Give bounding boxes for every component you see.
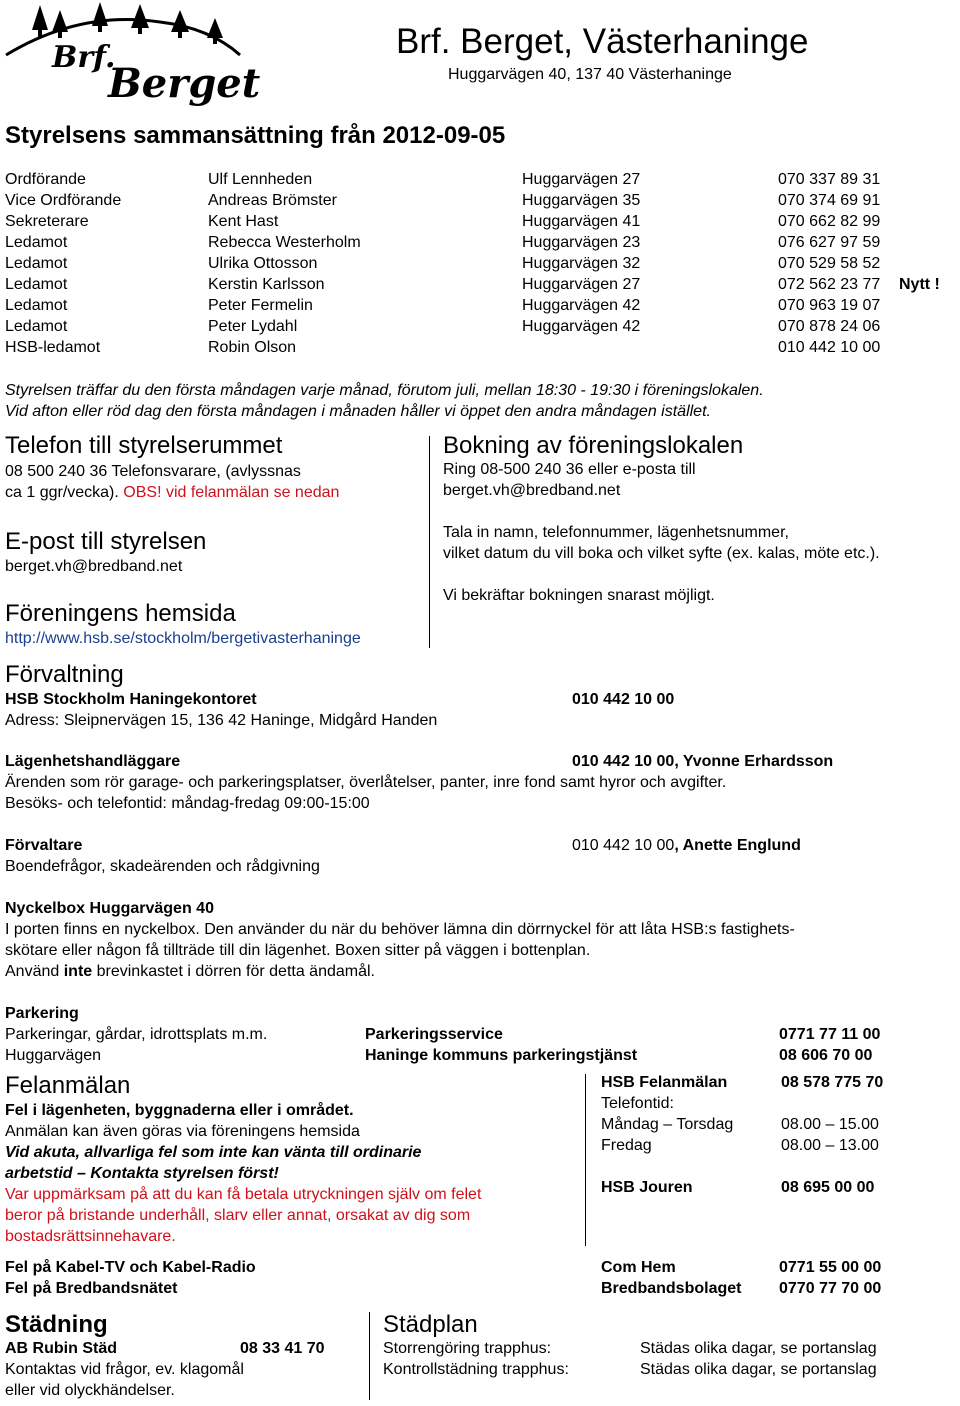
website-heading: Föreningens hemsida [5,600,236,627]
board-member-phone: 070 878 24 06 [778,318,881,335]
association-address: Huggarvägen 40, 137 40 Västerhaninge [448,66,732,83]
parking-row-label: Parkeringar, gårdar, idrottsplats m.m. [5,1026,268,1043]
hsb-office-name: HSB Stockholm Haningekontoret [5,691,257,708]
cable-tv-provider: Com Hem [601,1259,676,1276]
cleaning-plan-value: Städas olika dagar, se portanslag [640,1340,877,1357]
board-member-phone: 070 337 89 31 [778,171,881,188]
board-row [0,339,960,360]
board-member-phone: 070 662 82 99 [778,213,881,230]
fault-report-heading: Felanmälan [5,1072,131,1099]
property-manager-name: , Anette Englund [674,837,801,854]
hsb-jouren-label: HSB Jouren [601,1179,693,1196]
board-member-name: Kerstin Karlsson [208,276,325,293]
board-role: Ledamot [5,234,68,251]
board-role: Ledamot [5,255,68,272]
meeting-info-line: Styrelsen träffar du den första måndagen varje månad, förutom juli, mellan 18:30 - 19:30 i föreningslokalen. [5,382,764,399]
board-member-address: Huggarvägen 23 [522,234,641,251]
board-composition-heading: Styrelsens sammansättning från 2012-09-05 [5,122,506,149]
fault-warning-line: bostadsrättsinnehavare. [5,1228,176,1245]
board-role: Ledamot [5,276,68,293]
board-member-address: Huggarvägen 27 [522,276,641,293]
property-manager-label: Förvaltare [5,837,83,854]
keybox-line: skötare eller någon få tillträde till din lägenhet. Boxen sitter på väggen i bottenplan. [5,942,591,959]
fault-urgent-line: Vid akuta, allvarliga fel som inte kan vänta till ordinarie [5,1144,422,1161]
keybox-text: Använd [5,963,64,980]
board-row [0,276,960,297]
apartment-handler-hours: Besöks- och telefontid: måndag-fredag 09:00-15:00 [5,795,370,812]
parking-service-phone: 08 606 70 00 [779,1047,873,1064]
meeting-info-line: Vid afton eller röd dag den första måndagen i månaden håller vi öppet den andra måndagen istället. [5,403,711,420]
cable-tv-phone: 0771 55 00 00 [779,1259,882,1276]
page-title: Brf. Berget, Västerhaninge [396,22,809,61]
board-member-phone: 072 562 23 77 [778,276,881,293]
parking-service-name: Haninge kommuns parkeringstjänst [365,1047,638,1064]
cleaning-plan-label: Kontrollstädning trapphus: [383,1361,569,1378]
apartment-handler-label: Lägenhetshandläggare [5,753,181,770]
board-member-phone: 070 529 58 52 [778,255,881,272]
board-member-phone: 010 442 10 00 [778,339,881,356]
property-manager-phone: 010 442 10 00 [572,837,675,854]
booking-line: Tala in namn, telefonnummer, lägenhetsnummer, [443,524,789,541]
board-member-address: Huggarvägen 41 [522,213,641,230]
board-member-address: Huggarvägen 42 [522,297,641,314]
keybox-text: brevinkastet i dörren för detta ändamål. [92,963,375,980]
hsb-office-address: Adress: Sleipnervägen 15, 136 42 Haninge, Midgård Handen [5,712,438,729]
obs-notice: OBS! vid felanmälan se nedan [123,484,340,501]
booking-line: Vi bekräftar bokningen snarast möjligt. [443,587,715,604]
cleaning-plan-label: Storrengöring trapphus: [383,1340,552,1357]
hsb-fault-label: HSB Felanmälan [601,1074,728,1091]
board-role: Sekreterare [5,213,89,230]
board-member-address: Huggarvägen 27 [522,171,641,188]
hsb-jouren-phone: 08 695 00 00 [781,1179,875,1196]
board-row [0,213,960,234]
phone-room-text: ca 1 ggr/vecka). [5,484,124,501]
email-board-address[interactable]: berget.vh@bredband.net [5,558,183,575]
keybox-emphasis: inte [63,963,93,980]
website-link[interactable]: http://www.hsb.se/stockholm/bergetivasterhaninge [5,630,361,647]
booking-line: vilket datum du vill boka och vilket syfte (ex. kalas, möte etc.). [443,545,880,562]
fault-warning-line: beror på bristande underhåll, slarv eller annat, orsakat av dig som [5,1207,471,1224]
logo-berget-text: Berget [108,60,261,107]
logo-brf-text: Brf. [52,40,116,75]
board-role: Ordförande [5,171,86,188]
phone-room-line: 08 500 240 36 Telefonsvarare, (avlyssnas [5,463,301,480]
phone-time-hours: 08.00 – 15.00 [781,1116,879,1133]
phone-time-hours: 08.00 – 13.00 [781,1137,879,1154]
board-member-phone: 070 963 19 07 [778,297,881,314]
cleaning-line: eller vid olyckhändelser. [5,1382,175,1399]
parking-heading: Parkering [5,1005,79,1022]
parking-service-phone: 0771 77 11 00 [779,1026,881,1043]
cleaning-company: AB Rubin Städ [5,1340,117,1357]
board-row [0,318,960,339]
apartment-handler-phone: 010 442 10 00, Yvonne Erhardsson [572,753,834,770]
board-member-name: Ulf Lennheden [208,171,313,188]
broadband-label: Fel på Bredbandsnätet [5,1280,178,1297]
cleaning-divider [369,1312,370,1400]
fault-urgent-line: arbetstid – Kontakta styrelsen först! [5,1165,279,1182]
board-member-name: Robin Olson [208,339,297,356]
keybox-line [5,963,375,981]
board-member-name: Rebecca Westerholm [208,234,361,251]
board-member-name: Ulrika Ottosson [208,255,318,272]
keybox-line: I porten finns en nyckelbox. Den använder du när du behöver lämna din dörrnyckel för att låta HSB:s fastighets- [5,921,795,938]
cleaning-plan-value: Städas olika dagar, se portanslag [640,1361,877,1378]
property-manager-contact [572,837,801,855]
fault-line: Fel i lägenheten, byggnaderna eller i området. [5,1102,354,1119]
phone-time-day: Fredag [601,1137,652,1154]
phone-time-day: Måndag – Torsdag [601,1116,734,1133]
board-row [0,171,960,192]
board-member-phone: 070 374 69 91 [778,192,881,209]
tree-logo-icon [0,0,250,60]
board-member-name: Peter Fermelin [208,297,313,314]
cleaning-company-phone: 08 33 41 70 [240,1340,325,1357]
property-manager-desc: Boendefrågor, skadeärenden och rådgivning [5,858,320,875]
cable-tv-label: Fel på Kabel-TV och Kabel-Radio [5,1259,256,1276]
board-member-name: Andreas Brömster [208,192,337,209]
fault-warning-line: Var uppmärksam på att du kan få betala utryckningen själv om felet [5,1186,482,1203]
cleaning-line: Kontaktas vid frågor, ev. klagomål [5,1361,244,1378]
board-role: HSB-ledamot [5,339,101,356]
board-row [0,234,960,255]
phone-time-label: Telefontid: [601,1095,674,1112]
hsb-office-phone: 010 442 10 00 [572,691,675,708]
board-row [0,255,960,276]
parking-service-name: Parkeringsservice [365,1026,503,1043]
board-role: Ledamot [5,318,68,335]
booking-line: Ring 08-500 240 36 eller e-posta till [443,461,696,478]
fault-divider [585,1074,586,1246]
board-member-address: Huggarvägen 42 [522,318,641,335]
cleaning-plan-heading: Städplan [383,1311,478,1338]
column-divider [429,436,430,648]
board-member-address: Huggarvägen 35 [522,192,641,209]
apartment-handler-desc: Ärenden som rör garage- och parkeringsplatser, överlåtelser, panter, inre fond samt hyror och avgifter. [5,774,727,791]
parking-row-label: Huggarvägen [5,1047,102,1064]
fault-line: Anmälan kan även göras via föreningens hemsida [5,1123,360,1140]
broadband-provider: Bredbandsbolaget [601,1280,742,1297]
board-member-name: Kent Hast [208,213,279,230]
board-role: Vice Ordförande [5,192,122,209]
keybox-heading: Nyckelbox Huggarvägen 40 [5,900,214,917]
hsb-fault-phone: 08 578 775 70 [781,1074,884,1091]
broadband-phone: 0770 77 70 00 [779,1280,882,1297]
logo [0,0,261,120]
board-member-address: Huggarvägen 32 [522,255,641,272]
board-row [0,297,960,318]
board-row [0,192,960,213]
booking-heading: Bokning av föreningslokalen [443,432,744,459]
board-member-phone: 076 627 97 59 [778,234,881,251]
cleaning-heading: Städning [5,1311,108,1338]
board-member-name: Peter Lydahl [208,318,298,335]
booking-email[interactable]: berget.vh@bredband.net [443,482,621,499]
email-board-heading: E-post till styrelsen [5,528,207,555]
management-heading: Förvaltning [5,661,124,688]
board-role: Ledamot [5,297,68,314]
phone-room-heading: Telefon till styrelserummet [5,432,283,459]
phone-room-line [5,484,339,502]
new-member-badge: Nytt ! [899,276,940,293]
